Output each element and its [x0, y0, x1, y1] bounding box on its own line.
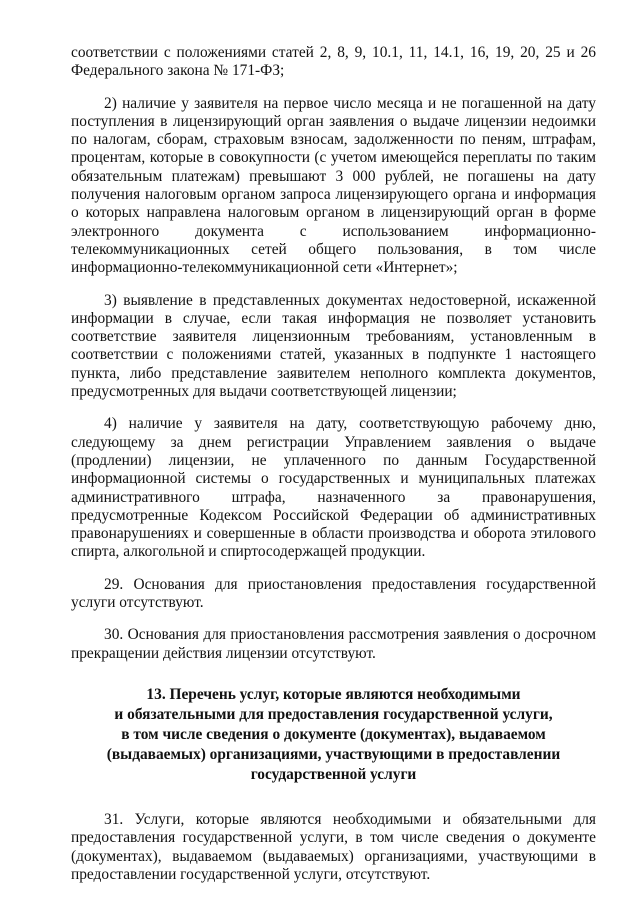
- document-page: [71, 44, 596, 898]
- continuation-paragraph: соответствии с положениями статей 2, 8, 9, 10.1, 11, 14.1, 16, 19, 20, 25 и 26 Федерального закона № 171-ФЗ;: [71, 44, 596, 80]
- paragraph-30: 30. Основания для приостановления рассмотрения заявления о досрочном прекращении действия лицензии отсутствуют.: [71, 626, 596, 662]
- list-item-3: 3) выявление в представленных документах недостоверной, искаженной информации в случае, если такая информация не позволяет установить соответствие заявителя лицензионным требованиям, установленным в соответствии с положениями статей, указанных в подпункте 1 настоящего пункта, либо представление заявителем неполного комплекта документов, предусмотренных для выдачи соответствующей лицензии;: [71, 291, 596, 401]
- paragraph-31: 31. Услуги, которые являются необходимыми и обязательными для предоставления государственной услуги, в том числе сведения о документе (документах), выдаваемом (выдаваемых) организациями, участвующими в предоставлении государственной услуги, отсутствуют.: [71, 810, 596, 883]
- list-item-2: 2) наличие у заявителя на первое число месяца и не погашенной на дату поступления в лицензирующий орган заявления о выдаче лицензии недоимки по налогам, сборам, страховым взносам, задолженности по пеням, штрафам, процентам, которые в совокупности (с учетом имеющейся переплаты по таким обязательным платежам) превышают 3 000 рублей, не погашены на дату получения налоговым органом запроса лицензирующего органа и информация о которых направлена налоговым органом в лицензирующий орган в форме электронного документа с использованием информационно-телекоммуникационных сетей общего пользования, в том числе информационно-телекоммуникационной сети «Интернет»;: [71, 94, 596, 277]
- list-item-4: 4) наличие у заявителя на дату, соответствующую рабочему дню, следующему за днем регистрации Управлением заявления о выдаче (продлении) лицензии, не уплаченного по данным Государственной информационной системы о государственных и муниципальных платежах административного штрафа, назначенного за правонарушения, предусмотренные Кодексом Российской Федерации об административных правонарушениях и совершенные в области производства и оборота этилового спирта, алкогольной и спиртосодержащей продукции.: [71, 415, 596, 561]
- heading-line: и обязательными для предоставления государственной услуги,: [114, 705, 553, 723]
- paragraph-29: 29. Основания для приостановления предоставления государственной услуги отсутствуют.: [71, 575, 596, 612]
- heading-line: государственной услуги: [250, 765, 417, 783]
- heading-line: в том числе сведения о документе (документах), выдаваемом: [121, 725, 546, 743]
- heading-line: 13. Перечень услуг, которые являются необходимыми: [146, 685, 521, 703]
- section-13-heading: [71, 685, 596, 785]
- heading-line: (выдаваемых) организациями, участвующими в предоставлении: [106, 745, 561, 763]
